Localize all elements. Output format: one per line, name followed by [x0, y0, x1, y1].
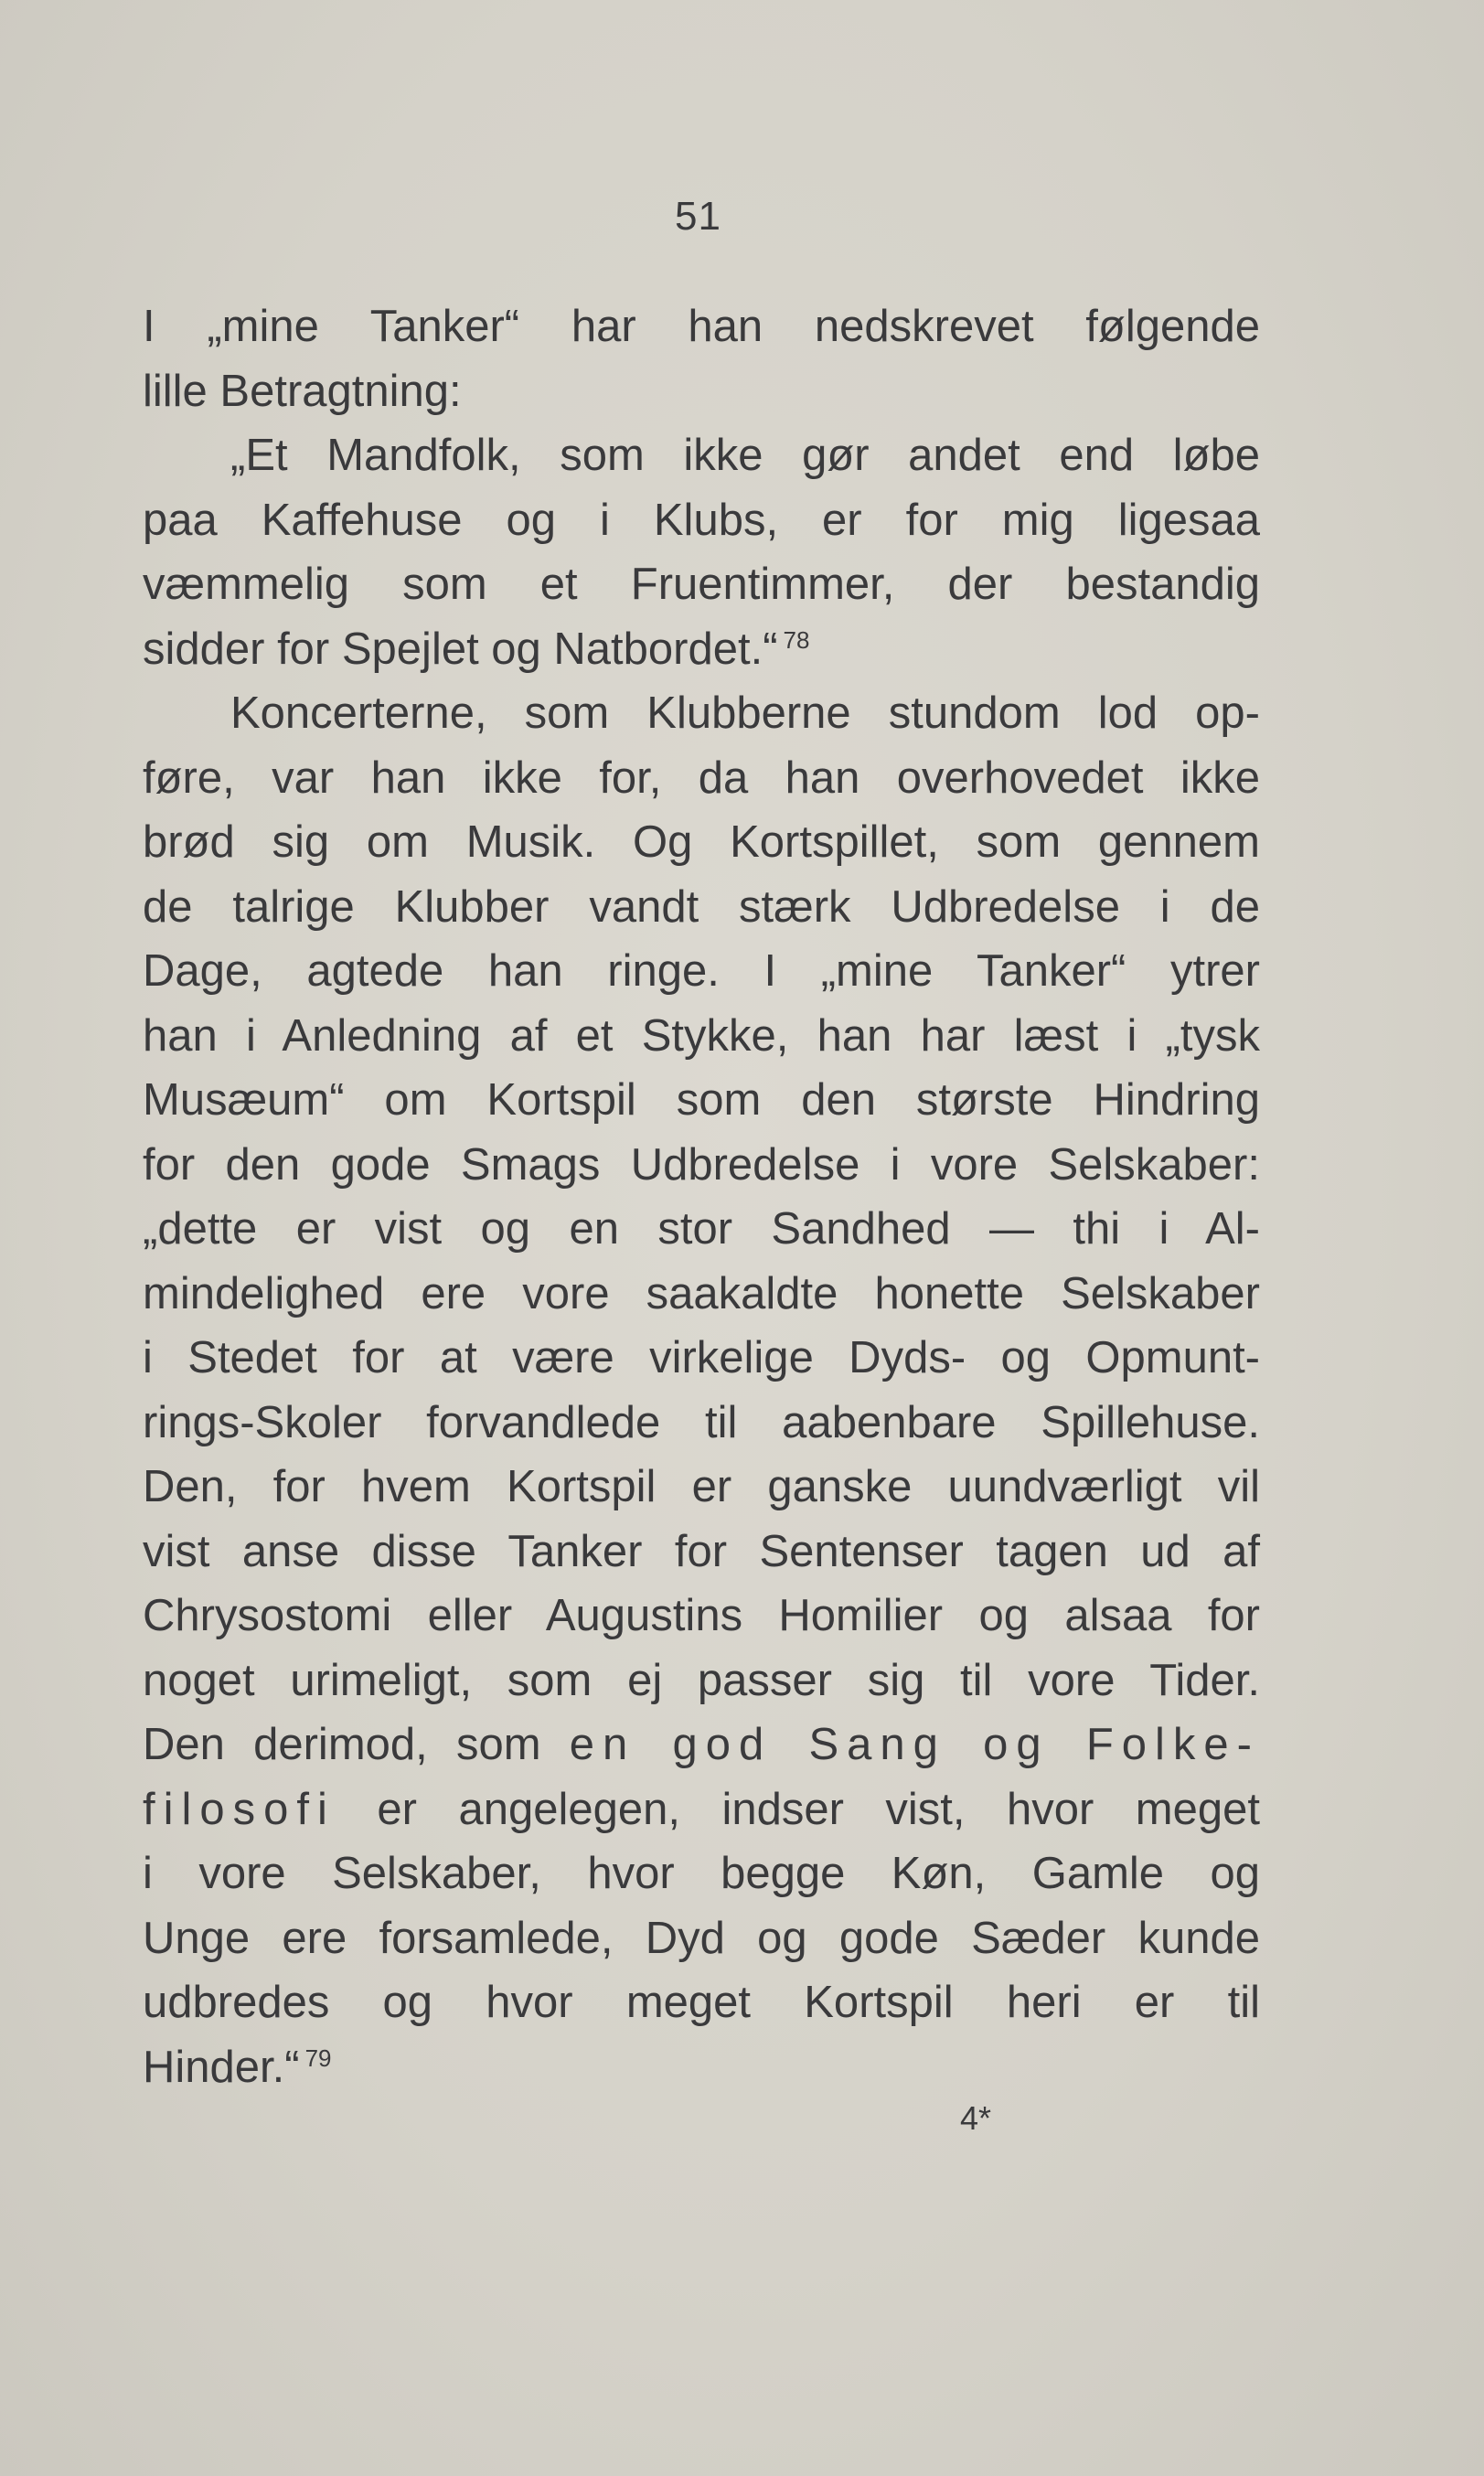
line-text: han i Anledning af et Stykke, han har læst i „tysk — [143, 1010, 1260, 1061]
line-text: Koncerterne, som Klubberne stundom lod op- — [230, 688, 1260, 738]
line-text: sidder for Spejlet og Natbordet.“ — [143, 624, 778, 674]
line-text: Unge ere forsamlede, Dyd og gode Sæder kunde — [143, 1913, 1260, 1963]
text-line — [143, 1004, 1260, 1069]
text-line — [143, 617, 1260, 682]
line-text: er angelegen, indser vist, hvor meget — [335, 1784, 1260, 1834]
emphasized-text: filosofi — [143, 1784, 336, 1834]
line-text: de talrige Klubber vandt stærk Udbredelse i de — [143, 881, 1260, 932]
line-text: „Et Mandfolk, som ikke gør andet end løbe — [230, 431, 1260, 480]
text-line — [143, 681, 1260, 746]
footnote-reference[interactable]: 78 — [783, 625, 810, 654]
text-line — [143, 1326, 1260, 1391]
text-line — [143, 1841, 1260, 1906]
emphasized-text: en god Sang og Folke- — [569, 1720, 1260, 1769]
line-text: udbredes og hvor meget Kortspil heri er til — [143, 1978, 1260, 2027]
text-line — [143, 359, 1260, 424]
line-text: i Stedet for at være virkelige Dyds- og Opmunt- — [143, 1333, 1260, 1382]
line-text: rings-Skoler forvandlede til aabenbare Spillehuse. — [143, 1397, 1260, 1447]
text-line — [143, 1906, 1260, 1971]
line-text: paa Kaffehuse og i Klubs, er for mig ligesaa — [143, 495, 1260, 545]
text-line — [143, 1713, 1260, 1777]
page-number: 51 — [675, 194, 721, 239]
line-text: mindelighed ere vore saakaldte honette Selskaber — [143, 1268, 1260, 1318]
text-line — [143, 1584, 1260, 1649]
text-line — [143, 1197, 1260, 1262]
text-line — [143, 1391, 1260, 1456]
text-line — [143, 1970, 1260, 2035]
line-text: brød sig om Musik. Og Kortspillet, som gennem — [143, 817, 1260, 867]
line-text: Den derimod, som — [143, 1720, 570, 1769]
line-text: I „mine Tanker“ har han nedskrevet følgende — [143, 302, 1260, 351]
text-line — [143, 1455, 1260, 1520]
line-text: „dette er vist og en stor Sandhed — thi i Al- — [143, 1204, 1260, 1254]
text-line — [143, 939, 1260, 1004]
line-text: Dage, agtede han ringe. I „mine Tanker“ ytrer — [143, 946, 1260, 996]
signature-mark: 4* — [960, 2099, 992, 2137]
text-line — [143, 1777, 1260, 1842]
text-line — [143, 423, 1260, 488]
text-line — [143, 1649, 1260, 1713]
line-text: vist anse disse Tanker for Sentenser tagen ud af — [143, 1526, 1260, 1576]
line-text: Den, for hvem Kortspil er ganske uundværligt vil — [143, 1462, 1260, 1511]
line-text: Hinder.“ — [143, 2042, 300, 2092]
body-text — [143, 294, 1260, 2099]
text-line — [143, 875, 1260, 940]
text-line — [143, 1262, 1260, 1327]
text-line — [143, 746, 1260, 811]
text-line — [143, 488, 1260, 553]
line-text: i vore Selskaber, hvor begge Køn, Gamle og — [143, 1849, 1260, 1898]
text-line — [143, 810, 1260, 875]
text-line — [143, 1520, 1260, 1585]
text-line — [143, 1068, 1260, 1133]
line-text: noget urimeligt, som ej passer sig til vore Tider. — [143, 1655, 1260, 1705]
text-line — [143, 294, 1260, 359]
line-text: Musæum“ om Kortspil som den største Hindring — [143, 1075, 1260, 1125]
line-text: lille Betragtning: — [143, 366, 462, 416]
text-line — [143, 2035, 1260, 2100]
text-line — [143, 1133, 1260, 1198]
footnote-reference[interactable]: 79 — [304, 2044, 332, 2072]
line-text: føre, var han ikke for, da han overhovedet ikke — [143, 752, 1260, 803]
line-text: væmmelig som et Fruentimmer, der bestandig — [143, 560, 1260, 609]
line-text: for den gode Smags Udbredelse i vore Selskaber: — [143, 1139, 1260, 1190]
text-line — [143, 552, 1260, 617]
line-text: Chrysostomi eller Augustins Homilier og alsaa for — [143, 1591, 1260, 1640]
